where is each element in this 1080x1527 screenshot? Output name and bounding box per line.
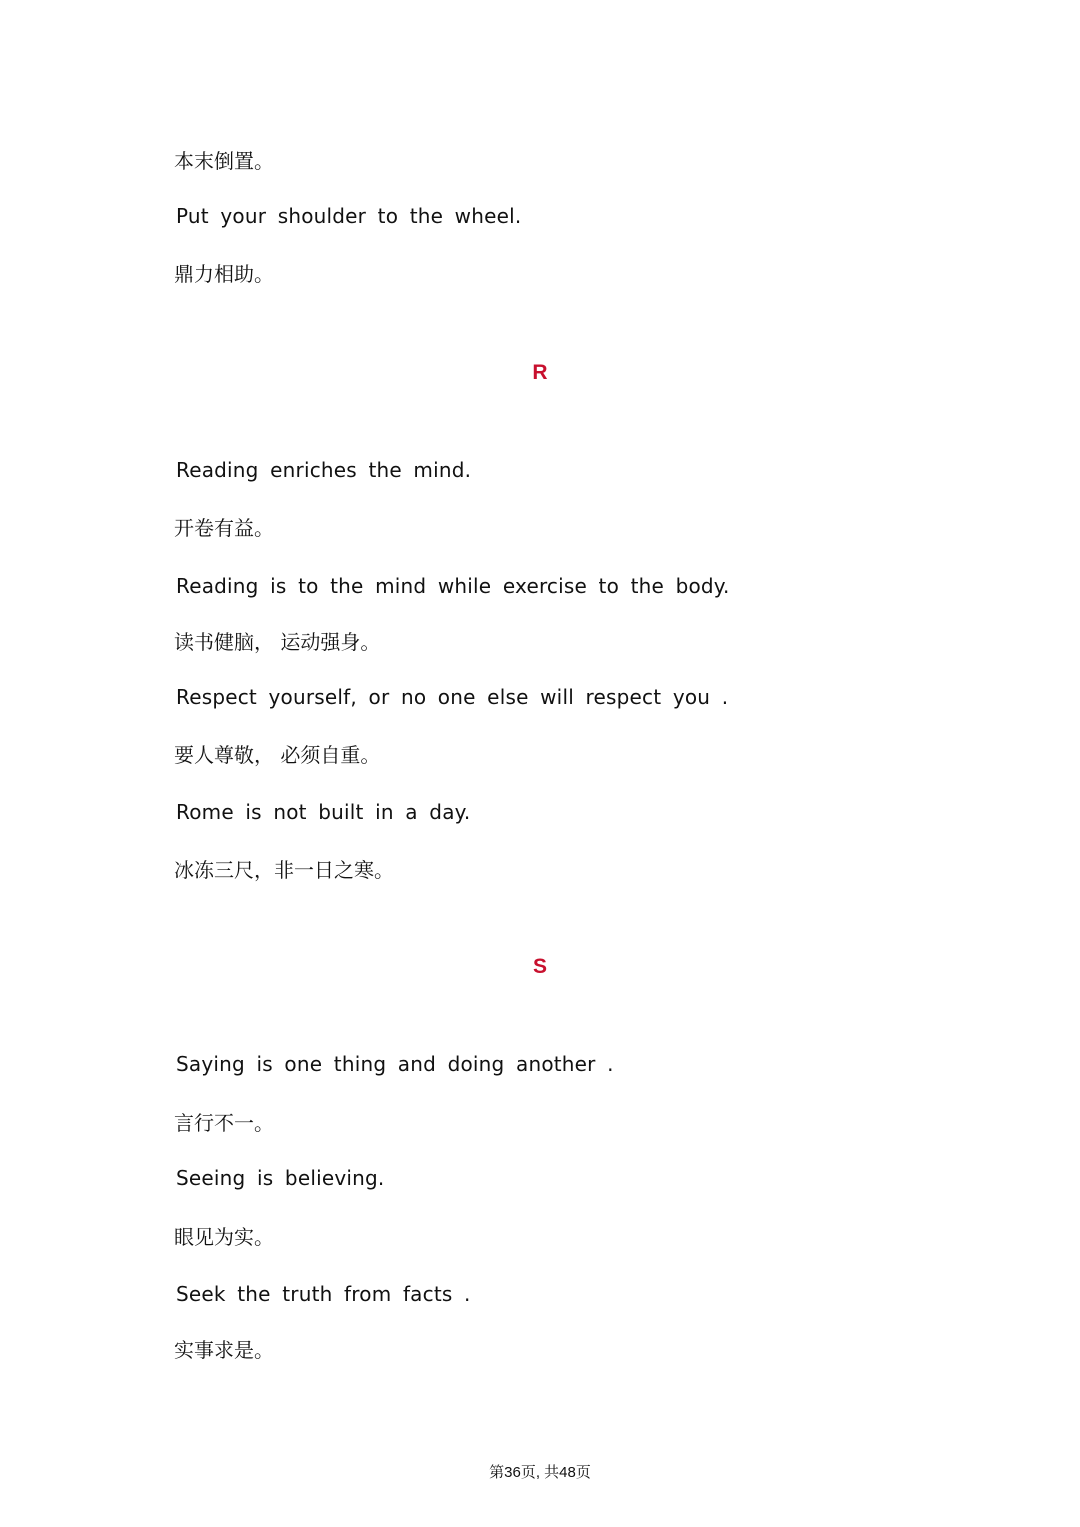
proverb-chinese: 言行不一。 bbox=[174, 1111, 274, 1135]
proverb-chinese: 实事求是。 bbox=[174, 1338, 274, 1362]
proverb-chinese: 要人尊敬， 必须自重。 bbox=[174, 743, 381, 767]
proverb-english: Rome is not built in a day. bbox=[176, 800, 471, 824]
section-heading-s: S bbox=[532, 955, 547, 978]
proverb-chinese: 读书健脑， 运动强身。 bbox=[174, 630, 381, 654]
section-heading-r: R bbox=[532, 361, 548, 384]
proverb-english: Respect yourself, or no one else will respect you . bbox=[176, 685, 729, 709]
proverb-chinese: 冰冻三尺，非一日之寒。 bbox=[174, 858, 394, 882]
proverb-english: Seek the truth from facts . bbox=[176, 1282, 471, 1306]
proverb-chinese: 本末倒置。 bbox=[174, 149, 274, 173]
proverb-english: Reading enriches the mind. bbox=[176, 458, 472, 482]
proverb-english: Seeing is believing. bbox=[176, 1166, 385, 1190]
proverb-english: Saying is one thing and doing another . bbox=[176, 1052, 614, 1076]
page-number-footer: 第36页, 共48页 bbox=[489, 1464, 591, 1481]
proverb-english: Reading is to the mind while exercise to the body. bbox=[176, 574, 730, 598]
proverb-chinese: 开卷有益。 bbox=[174, 516, 274, 540]
proverb-chinese: 眼见为实。 bbox=[174, 1225, 274, 1249]
proverb-chinese: 鼎力相助。 bbox=[174, 262, 274, 286]
proverb-english: Put your shoulder to the wheel. bbox=[176, 204, 522, 228]
